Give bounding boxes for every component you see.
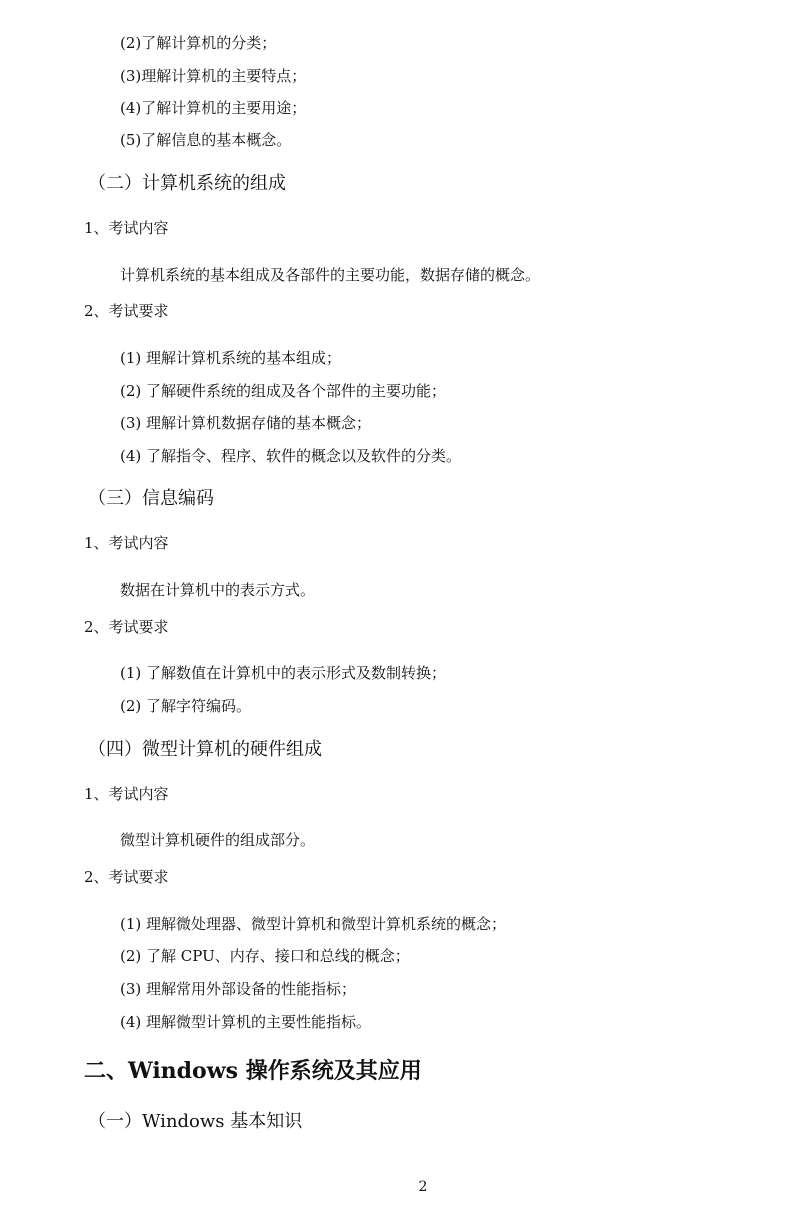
- content-heading: 1、考试内容: [84, 785, 169, 803]
- content-text: 微型计算机硬件的组成部分。: [120, 831, 316, 849]
- requirement-item: (3) 理解计算机数据存储的基本概念；: [120, 414, 372, 432]
- section-title: （四）微型计算机的硬件组成: [88, 739, 322, 760]
- requirement-item: (1) 了解数值在计算机中的表示形式及数制转换；: [120, 664, 447, 682]
- requirement-item: (2) 了解 CPU、内存、接口和总线的概念；: [120, 947, 410, 965]
- page-number: 2: [418, 1179, 428, 1195]
- section-title: （二）计算机系统的组成: [88, 173, 286, 194]
- content-heading: 1、考试内容: [84, 534, 169, 552]
- content-text: 计算机系统的基本组成及各部件的主要功能，数据存储的概念。: [120, 266, 541, 284]
- requirements-heading: 2、考试要求: [84, 618, 169, 636]
- requirements-heading: 2、考试要求: [84, 302, 169, 320]
- intro-list-item: (2)了解计算机的分类；: [120, 34, 277, 52]
- requirement-item: (2) 了解字符编码。: [120, 697, 252, 715]
- chapter-title: 二、Windows 操作系统及其应用: [84, 1058, 422, 1084]
- requirement-item: (2) 了解硬件系统的组成及各个部件的主要功能；: [120, 382, 447, 400]
- requirement-item: (4) 了解指令、程序、软件的概念以及软件的分类。: [120, 447, 462, 465]
- intro-list-item: (4)了解计算机的主要用途；: [120, 99, 307, 117]
- section-title: （三）信息编码: [88, 488, 214, 509]
- intro-list-item: (3)理解计算机的主要特点；: [120, 67, 307, 85]
- requirement-item: (3) 理解常用外部设备的性能指标；: [120, 980, 357, 998]
- requirement-item: (1) 理解计算机系统的基本组成；: [120, 349, 342, 367]
- requirements-heading: 2、考试要求: [84, 868, 169, 886]
- intro-list-item: (5)了解信息的基本概念。: [120, 131, 292, 149]
- content-heading: 1、考试内容: [84, 219, 169, 237]
- content-text: 数据在计算机中的表示方式。: [120, 581, 316, 599]
- section-title: （一）Windows 基本知识: [88, 1111, 303, 1132]
- requirement-item: (1) 理解微处理器、微型计算机和微型计算机系统的概念；: [120, 915, 507, 933]
- requirement-item: (4) 理解微型计算机的主要性能指标。: [120, 1013, 372, 1031]
